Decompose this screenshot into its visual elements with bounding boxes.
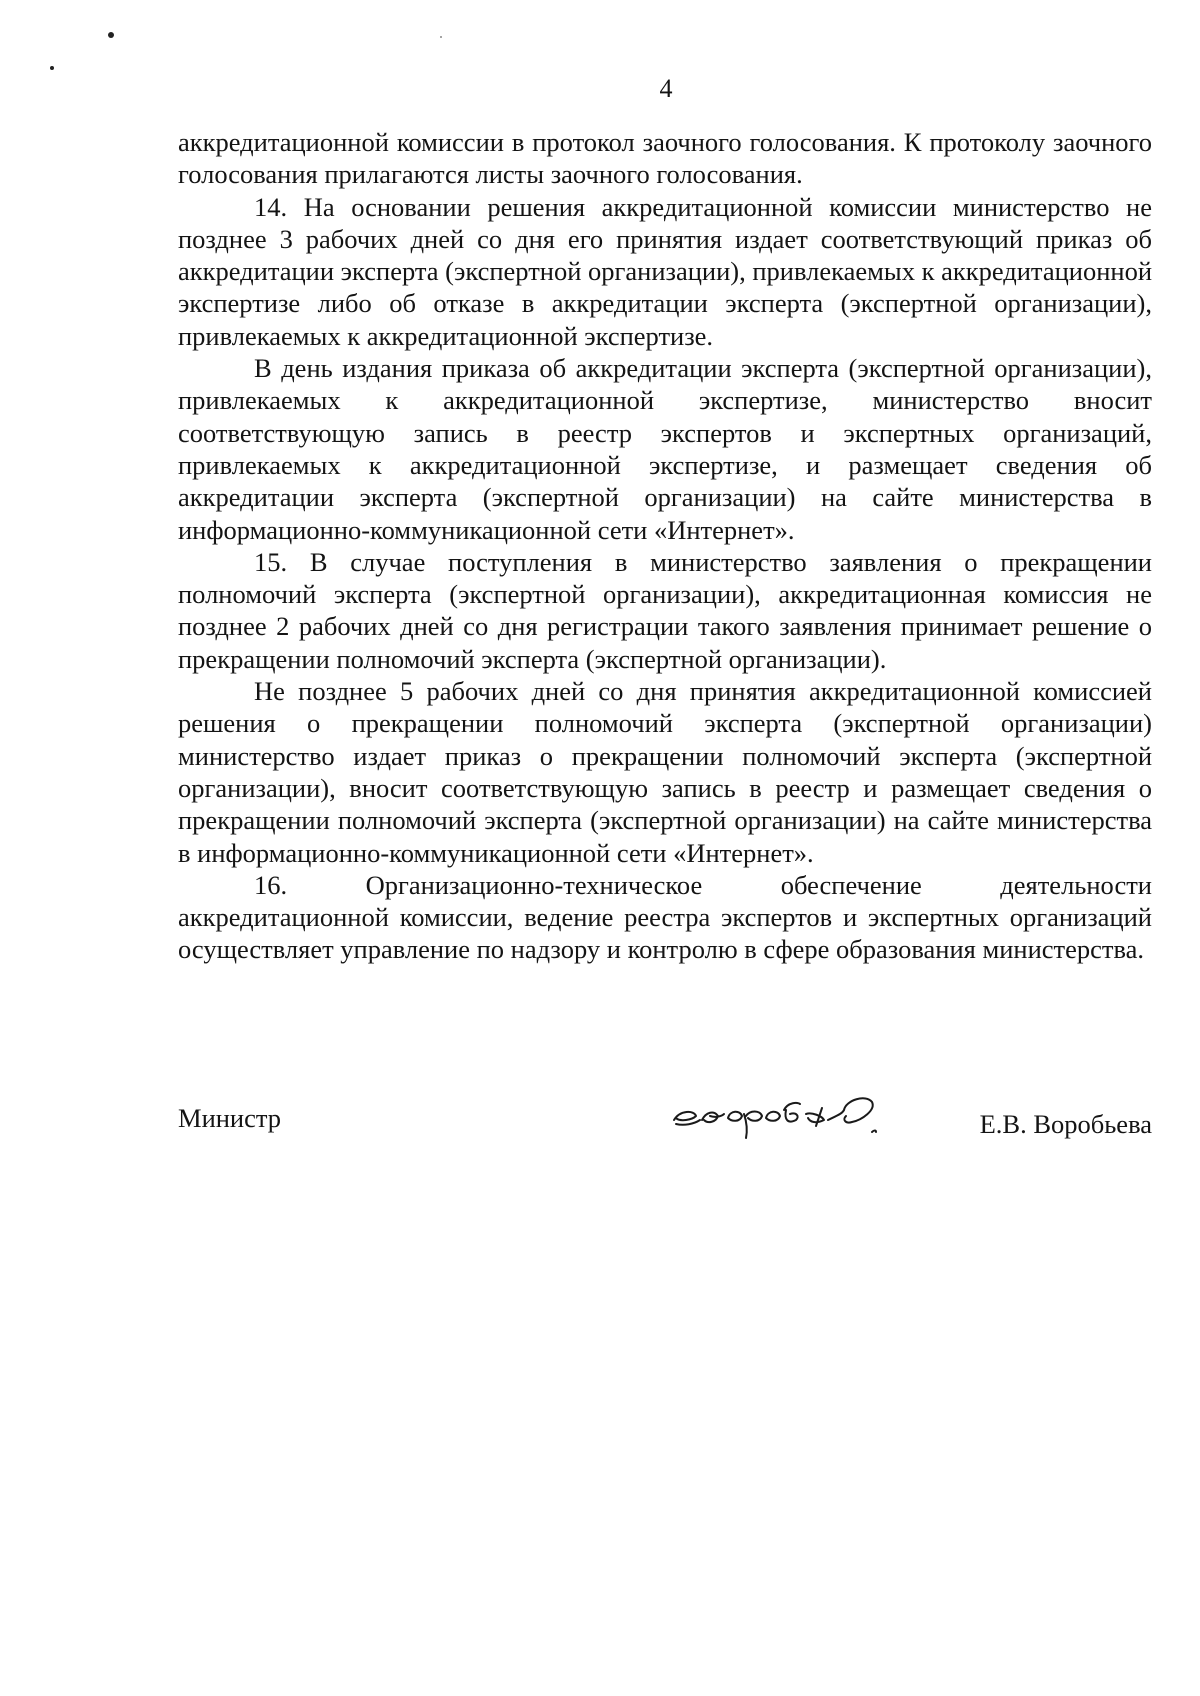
- scan-speck: [50, 66, 54, 70]
- paragraph: В день издания приказа об аккредитации эксперта (экспертной организации), привлекаемых к аккредитационной экспертизе, министерство вносит соответствующую запись в реестр экспертов и экспертных организаций, привлекаемых к аккредитационной экспертизе, и размещает сведения об аккредитации эксперта (экспертной организации) на сайте министерства в информационно-коммуникационной сети «Интернет».: [178, 353, 1152, 545]
- scan-speck: [108, 32, 114, 38]
- paragraph: Не позднее 5 рабочих дней со дня принятия аккредитационной комиссией решения о прекращении полномочий эксперта (экспертной организации) министерство издает приказ о прекращении полномочий эксперта (экспертной организации), вносит соответствующую запись в реестр и размещает сведения о прекращении полномочий эксперта (экспертной организации) на сайте министерства в информационно-коммуникационной сети «Интернет».: [178, 676, 1152, 868]
- paragraph: 14. На основании решения аккредитационной комиссии министерство не позднее 3 рабочих дней со дня его принятия издает соответствующий приказ об аккредитации эксперта (экспертной организации), привлекаемых к аккредитационной экспертизе либо об отказе в аккредитации эксперта (экспертной организации), привлекаемых к аккредитационной экспертизе.: [178, 191, 1152, 351]
- signatory-title: Министр: [178, 1103, 282, 1133]
- paragraph: 15. В случае поступления в министерство заявления о прекращении полномочий эксперта (экспертной организации), аккредитационная комиссия не позднее 2 рабочих дней со дня регистрации такого заявления принимает решение о прекращении полномочий эксперта (экспертной организации).: [178, 546, 1152, 674]
- paragraph: 16. Организационно-техническое обеспечение деятельности аккредитационной комиссии, ведение реестра экспертов и экспертных организаций осуществляет управление по надзору и контролю в сфере образования министерства.: [178, 869, 1152, 965]
- scan-speck: [440, 36, 442, 38]
- paragraph: аккредитационной комиссии в протокол заочного голосования. К протоколу заочного голосования прилагаются листы заочного голосования.: [178, 127, 1152, 190]
- signature-block: [178, 1080, 1152, 1160]
- page-number: 4: [659, 74, 673, 103]
- signatory-name: Е.В. Воробьева: [979, 1109, 1152, 1139]
- document-body: [178, 126, 1152, 966]
- handwritten-signature: [666, 1080, 926, 1142]
